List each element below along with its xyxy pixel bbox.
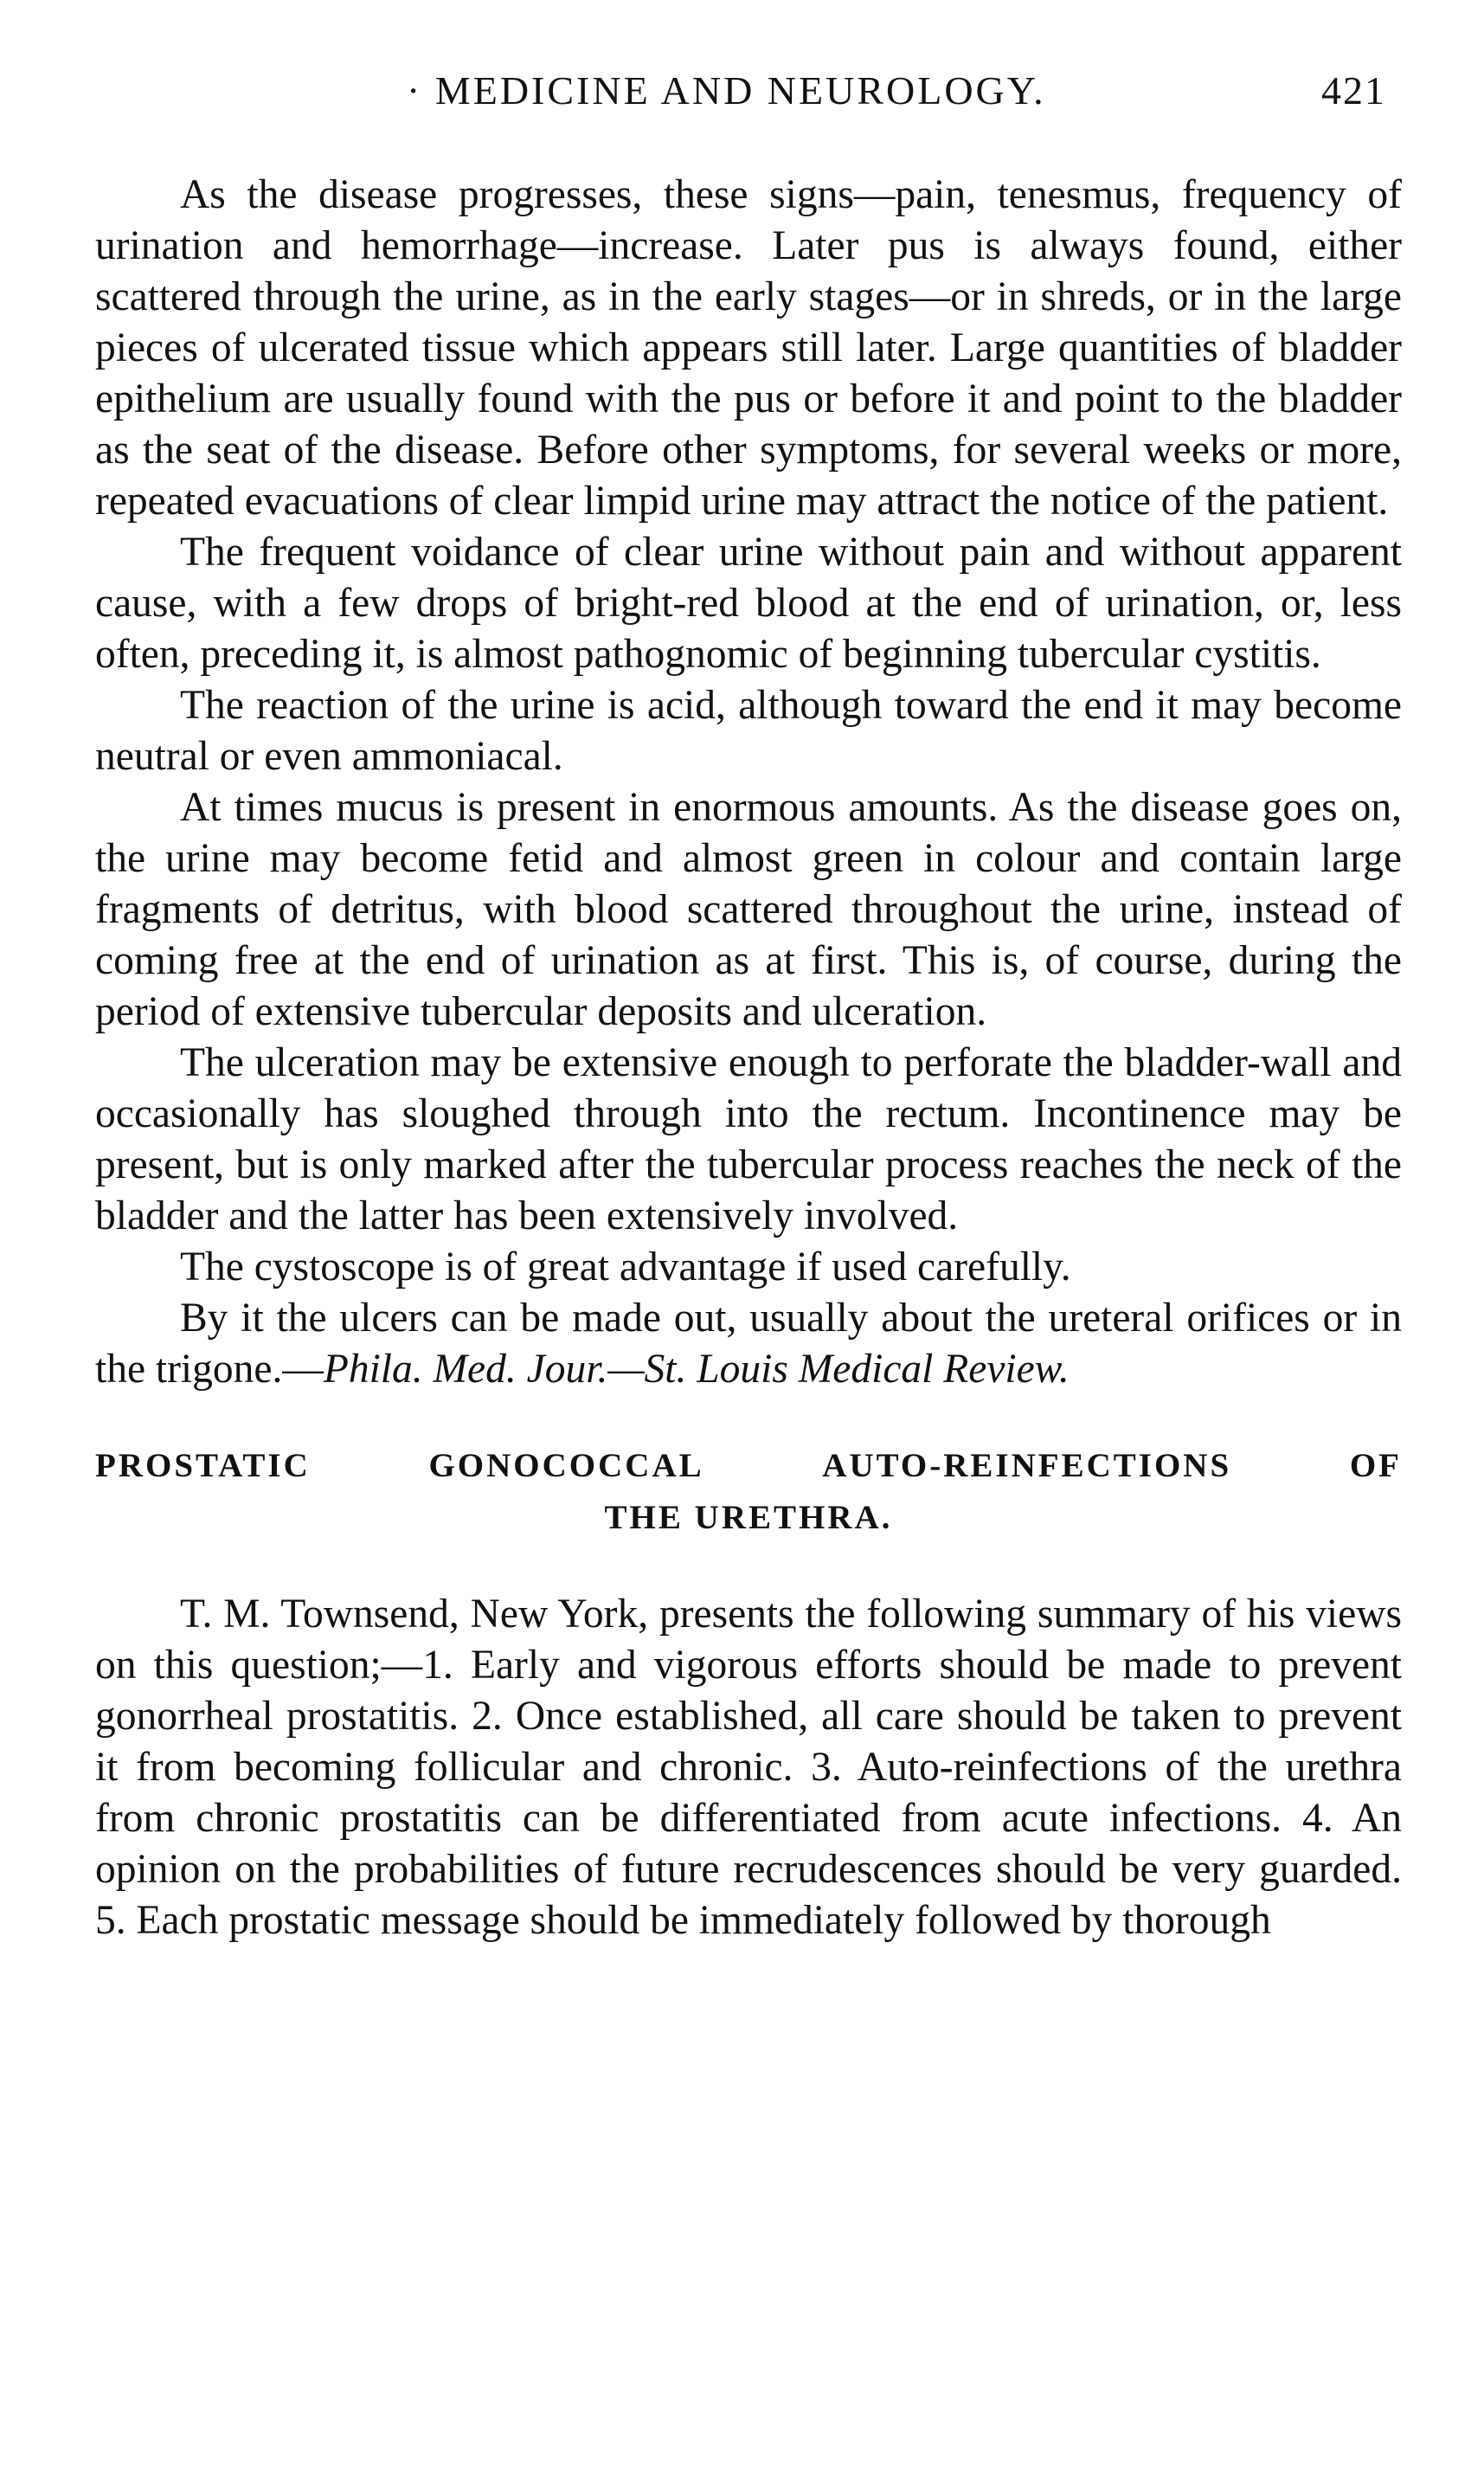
paragraph: The cystoscope is of great advantage if used carefully. bbox=[180, 1244, 1071, 1290]
heading-word: AUTO-REINFECTIONS bbox=[822, 1447, 1232, 1484]
paragraph: T. M. Townsend, New York, presents the following summary of his views on this question;—1. Early and vigorous efforts should be made to prevent gonorrheal prostatitis. 2. Once established, all care should be taken to prevent it from becoming follicular and chronic. 3. Auto-reinfections of the urethra from chronic prostatitis can be differentiated from acute infections. 4. An opinion on the probabilities of future recrudescences should be very guarded. 5. Each prostatic message should be immediately followed by thorough bbox=[95, 1592, 1402, 1943]
book-page bbox=[95, 61, 1402, 1946]
section-heading-line-2: THE URETHRA. bbox=[604, 1499, 893, 1536]
heading-word: GONOCOCCAL bbox=[428, 1447, 704, 1484]
paragraph: The frequent voidance of clear urine without pain and without apparent cause, with a few drops of bright-red blood at the end of urination, or, less often, preceding it, is almost pathognomic of beginning tubercular cystitis. bbox=[95, 530, 1402, 677]
paragraph: The ulceration may be extensive enough to perforate the bladder-wall and occasionally has sloughed through into the rectum. Incontinence may be present, but is only marked after the tubercular process reaches the neck of the bladder and the latter has been extensively involved. bbox=[95, 1040, 1402, 1238]
article-prostatic-text bbox=[95, 1589, 1402, 1946]
paragraph: The reaction of the urine is acid, although toward the end it may become neutral or even ammoniacal. bbox=[95, 683, 1402, 779]
running-head bbox=[95, 61, 1402, 121]
paragraph-with-citation bbox=[95, 1293, 1402, 1395]
heading-word: PROSTATIC bbox=[95, 1447, 311, 1484]
running-title: · MEDICINE AND NEUROLOGY. bbox=[407, 68, 1046, 113]
section-heading bbox=[95, 1440, 1402, 1544]
paragraph: At times mucus is present in enormous amounts. As the disease goes on, the urine may become fetid and almost green in colour and contain large fragments of detritus, with blood scattered throughout the urine, instead of coming free at the end of urination as at first. This is, of course, during the period of extensive tubercular deposits and ulceration. bbox=[95, 785, 1402, 1034]
heading-word: OF bbox=[1349, 1447, 1402, 1484]
section-heading-line-1 bbox=[95, 1440, 1402, 1492]
article-tubercular-cystitis-text bbox=[95, 170, 1402, 1395]
paragraph: As the disease progresses, these signs—pain, tenesmus, frequency of urination and hemorrhage—increase. Later pus is always found, either scattered through the urine, as in the early stages—or in shreds, or in the large pieces of ulcerated tissue which appears still later. Large quantities of bladder epithelium are usually found with the pus or before it and point to the bladder as the seat of the disease. Before other symptoms, for several weeks or more, repeated evacuations of clear limpid urine may attract the notice of the patient. bbox=[95, 172, 1402, 524]
page-number: 421 bbox=[1321, 68, 1386, 113]
source-citation: Phila. Med. Jour.—St. Louis Medical Review. bbox=[323, 1347, 1070, 1392]
paragraph-text: By it the ulcers can be made out, usually about the ureteral orifices or in the trigone.— bbox=[95, 1296, 1402, 1392]
